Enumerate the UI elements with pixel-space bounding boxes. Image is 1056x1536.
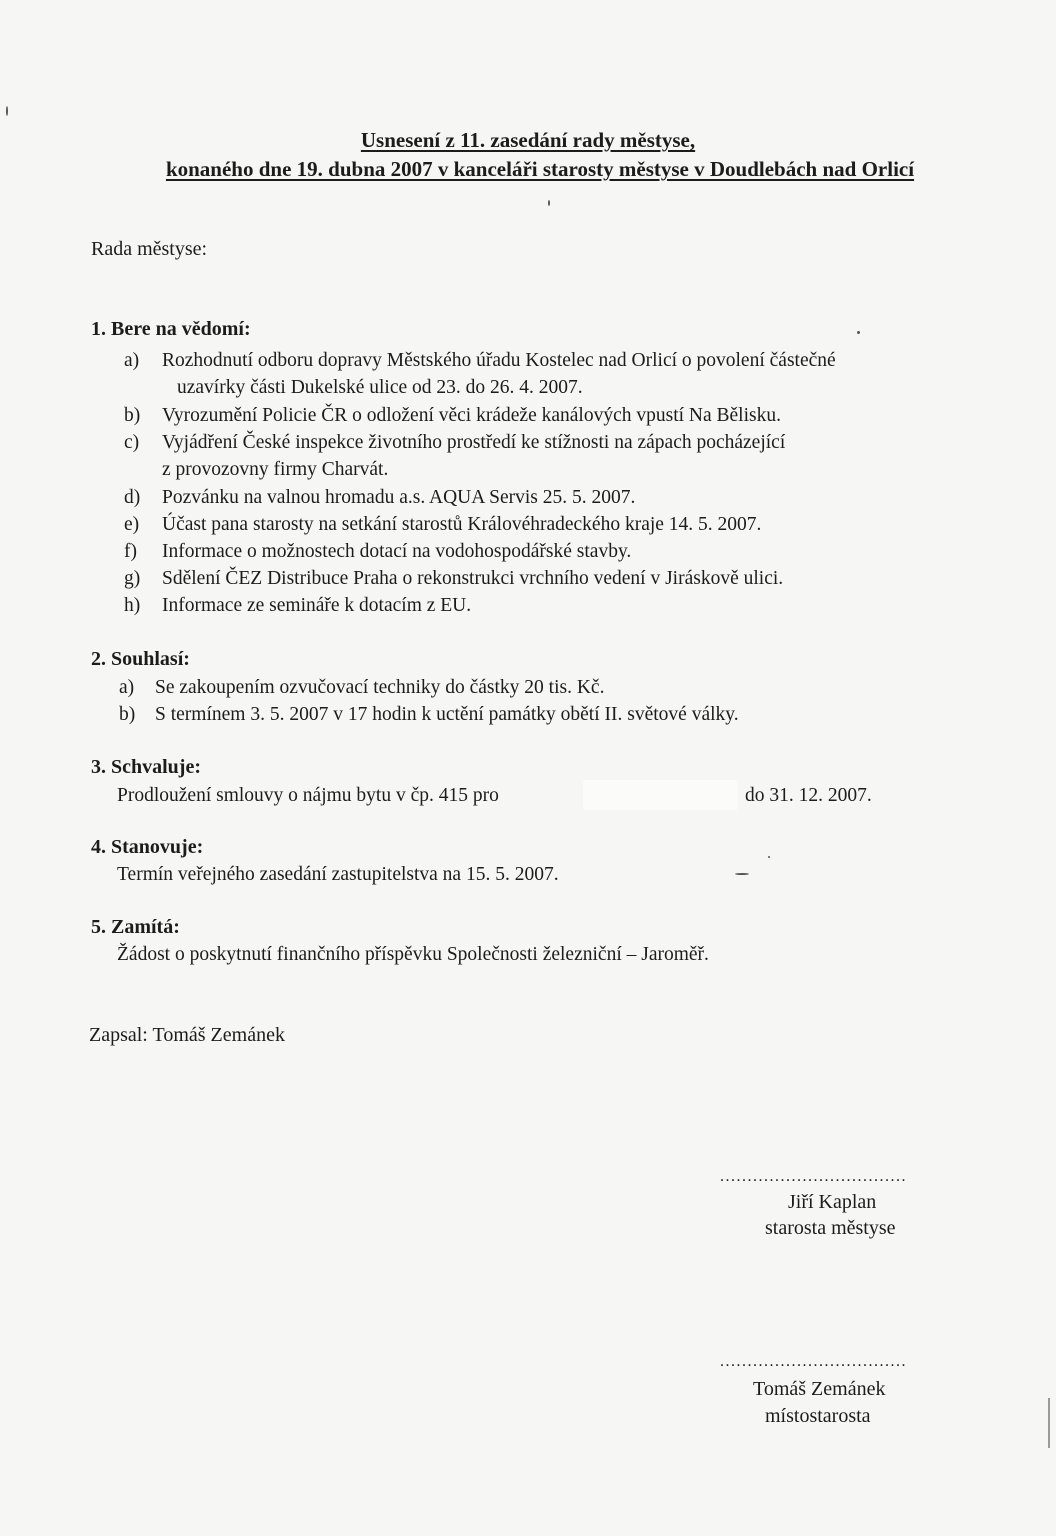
list-item-letter: e): [124, 514, 140, 535]
list-item-text: z provozovny firmy Charvát.: [162, 459, 389, 480]
scan-speck: [548, 200, 550, 206]
list-item-text: Vyjádření České inspekce životního prostředí ke stížnosti na zápach pocházející: [162, 432, 786, 453]
list-item-text: Rozhodnutí odboru dopravy Městského úřadu Kostelec nad Orlicí o povolení částečné: [162, 350, 836, 371]
document-title-line1: Usnesení z 11. zasedání rady městyse,: [360, 128, 696, 152]
section-3-text: Prodloužení smlouvy o nájmu bytu v čp. 415 pro: [117, 785, 499, 806]
signature-line: ..................................: [720, 1353, 907, 1370]
list-item-text: Vyrozumění Policie ČR o odložení věci krádeže kanálových vpustí Na Bělisku.: [162, 405, 781, 426]
scan-speck: [768, 856, 770, 858]
scan-speck: [735, 873, 749, 875]
signature-name: Tomáš Zemánek: [753, 1378, 886, 1400]
list-item-text: Sdělení ČEZ Distribuce Praha o rekonstrukci vrchního vedení v Jiráskově ulici.: [162, 568, 784, 589]
signature-role: místostarosta: [765, 1405, 871, 1427]
list-item-text: Účast pana starosty na setkání starostů Královéhradeckého kraje 14. 5. 2007.: [162, 514, 762, 535]
section-3-heading: 3. Schvaluje:: [91, 756, 201, 778]
section-4-text: Termín veřejného zasedání zastupitelstva na 15. 5. 2007.: [117, 864, 559, 885]
section-5-heading: 5. Zamítá:: [91, 916, 180, 938]
section-5-text: Žádost o poskytnutí finančního příspěvku Společnosti železniční – Jaroměř.: [117, 944, 709, 965]
scan-edge: [1048, 1398, 1050, 1448]
list-item-letter: h): [124, 595, 141, 616]
list-item-text: Informace o možnostech dotací na vodohospodářské stavby.: [162, 541, 632, 562]
list-item-text: Informace ze semináře k dotacím z EU.: [162, 595, 472, 616]
signature-name: Jiří Kaplan: [788, 1191, 877, 1213]
list-item-text: uzavírky části Dukelské ulice od 23. do 26. 4. 2007.: [177, 377, 583, 398]
list-item-letter: d): [124, 487, 141, 508]
list-item-letter: a): [119, 677, 135, 698]
document-title-line2: konaného dne 19. dubna 2007 v kanceláři starosty městyse v Doudlebách nad Orlicí: [165, 157, 915, 181]
recorded-by: Zapsal: Tomáš Zemánek: [89, 1024, 285, 1046]
list-item-letter: b): [124, 405, 141, 426]
list-item-letter: b): [119, 704, 136, 725]
signature-line: ..................................: [720, 1168, 907, 1185]
list-item-letter: a): [124, 350, 140, 371]
redacted-name: [583, 780, 738, 810]
list-item-letter: g): [124, 568, 141, 589]
section-3-text-end: do 31. 12. 2007.: [745, 785, 872, 806]
scan-speck: [6, 106, 8, 116]
list-item-text: Se zakoupením ozvučovací techniky do částky 20 tis. Kč.: [155, 677, 605, 698]
signature-role: starosta městyse: [765, 1217, 896, 1239]
list-item-letter: f): [124, 541, 137, 562]
section-4-heading: 4. Stanovuje:: [91, 836, 204, 858]
list-item-letter: c): [124, 432, 140, 453]
list-item-text: Pozvánku na valnou hromadu a.s. AQUA Servis 25. 5. 2007.: [162, 487, 636, 508]
section-2-heading: 2. Souhlasí:: [91, 648, 190, 670]
list-item-text: S termínem 3. 5. 2007 v 17 hodin k uctění památky obětí II. světové války.: [155, 704, 739, 725]
intro-text: Rada městyse:: [91, 238, 208, 260]
scan-speck: [857, 331, 860, 334]
section-1-heading: 1. Bere na vědomí:: [91, 318, 251, 340]
